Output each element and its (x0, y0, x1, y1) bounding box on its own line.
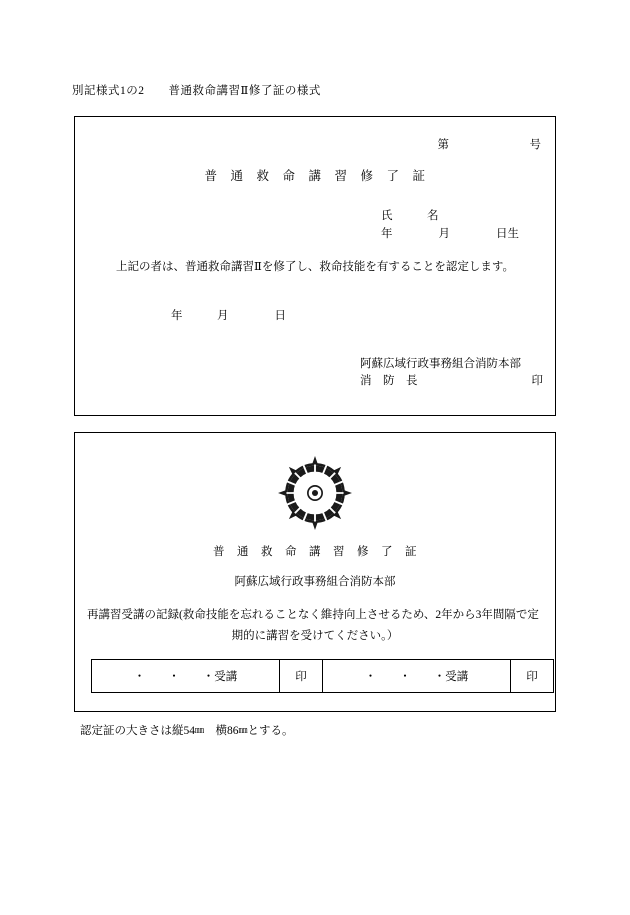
certificate-chief-label: 消 防 長 (360, 375, 418, 387)
certificate-issue-date-field: 年 月 日 (171, 310, 286, 322)
size-note-prefix: 認定証の大きさは縦54 (80, 725, 195, 737)
card-note-line-1: 再講習受講の記録(救命技能を忘れることなく維持向上させるため、2年から3年間隔で定 (87, 609, 539, 621)
card-title: 普 通 救 命 講 習 修 了 証 (213, 546, 417, 558)
certificate-seal-mark: 印 (531, 375, 543, 387)
size-note-unit-1: ㎜ (195, 725, 205, 735)
size-note-unit-2: ㎜ (238, 725, 248, 735)
size-note (80, 722, 294, 738)
card-retraining-note (75, 605, 555, 647)
record-entry-cell-2: ・ ・ ・受講 (323, 660, 511, 693)
emblem-container (75, 451, 555, 535)
card-note-line-2: 期的に講習を受けてください。） (231, 630, 399, 642)
record-seal-cell-2: 印 (511, 660, 554, 693)
retraining-record-table (91, 659, 554, 693)
record-seal-cell-1: 印 (280, 660, 323, 693)
certificate-chief-row (360, 372, 543, 388)
certificate-box (74, 116, 556, 416)
size-note-mid: 横86 (204, 725, 239, 737)
certificate-title: 普 通 救 命 講 習 修 了 証 (204, 169, 426, 183)
fire-department-emblem-icon (273, 451, 357, 535)
certificate-birthdate-field: 年 月 日生 (381, 228, 519, 240)
certificate-organization: 阿蘇広域行政事務組合消防本部 (360, 358, 521, 370)
page-title: 別記様式1の2 普通救命講習Ⅱ修了証の様式 (72, 85, 321, 97)
table-row (92, 660, 554, 693)
card-back-box (74, 432, 556, 712)
card-organization: 阿蘇広域行政事務組合消防本部 (234, 576, 396, 588)
certificate-name-label: 氏 名 (381, 210, 439, 222)
size-note-suffix: とする。 (247, 725, 294, 737)
record-entry-cell-1: ・ ・ ・受講 (92, 660, 280, 693)
certificate-number-field: 第 号 (437, 139, 541, 151)
certificate-statement: 上記の者は、普通救命講習Ⅱを修了し、救命技能を有することを認定します。 (116, 261, 514, 273)
